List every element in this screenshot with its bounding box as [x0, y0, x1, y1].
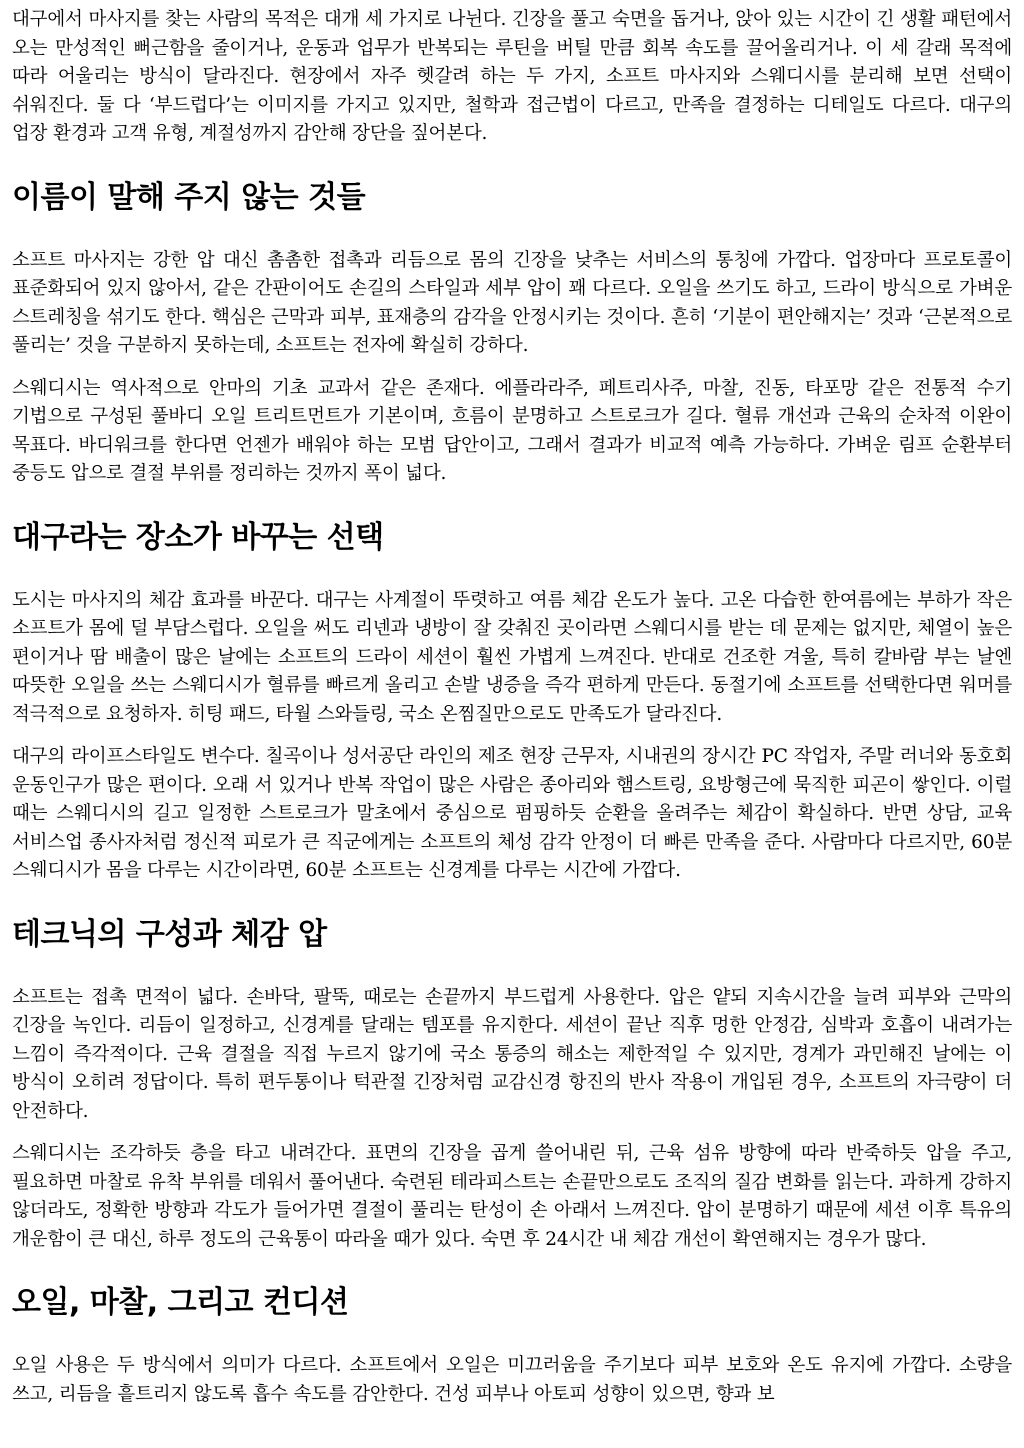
section-heading: 이름이 말해 주지 않는 것들	[12, 179, 366, 215]
body-paragraph: 소프트 마사지는 강한 압 대신 촘촘한 접촉과 리듬으로 몸의 긴장을 낮추는 서비스의 통칭에 가깝다. 업장마다 프로토콜이 표준화되어 있지 않아서, 같은 간판이어도 손길의 스타일과 세부 압이 꽤 다르다. 오일을 쓰기도 하고, 드라이 방식으로 가벼운 스트레칭을 섞기도 한다. 핵심은 근막과 피부, 표재층의 감각을 안정시키는 것이다. 흔히 ‘기분이 편안해지는’ 것과 ‘근본적으로 풀리는’ 것을 구분하지 못하는데, 소프트는 전자에 확실히 강하다.	[12, 249, 1012, 356]
body-paragraph: 오일 사용은 두 방식에서 의미가 다르다. 소프트에서 오일은 미끄러움을 주기보다 피부 보호와 온도 유지에 가깝다. 소량을 쓰고, 리듬을 흩트리지 않도록 흡수 속도를 감안한다. 건성 피부나 아토피 성향이 있으면, 향과 보	[12, 1355, 1012, 1405]
body-paragraph: 스웨디시는 역사적으로 안마의 기초 교과서 같은 존재다. 에플라라주, 페트리사주, 마찰, 진동, 타포망 같은 전통적 수기 기법으로 구성된 풀바디 오일 트리트먼트가 기본이며, 흐름이 분명하고 스트로크가 길다. 혈류 개선과 근육의 순차적 이완이 목표다. 바디워크를 한다면 언젠가 배워야 하는 모범 답안이고, 그래서 결과가 비교적 예측 가능하다. 가벼운 림프 순환부터 중등도 압으로 결절 부위를 정리하는 것까지 폭이 넓다.	[12, 377, 1012, 484]
intro-paragraph: 대구에서 마사지를 찾는 사람의 목적은 대개 세 가지로 나뉜다. 긴장을 풀고 숙면을 돕거나, 앉아 있는 시간이 긴 생활 패턴에서 오는 만성적인 뻐근함을 줄이거나, 운동과 업무가 반복되는 루틴을 버틸 만큼 회복 속도를 끌어올리거나. 이 세 갈래 목적에 따라 어울리는 방식이 달라진다. 현장에서 자주 헷갈려 하는 두 가지, 소프트 마사지와 스웨디시를 분리해 보면 선택이 쉬워진다. 둘 다 ‘부드럽다’는 이미지를 가지고 있지만, 철학과 접근법이 다르고, 만족을 결정하는 디테일도 다르다. 대구의 업장 환경과 고객 유형, 계절성까지 감안해 장단을 짚어본다.	[12, 9, 1012, 144]
section-heading: 대구라는 장소가 바꾸는 선택	[12, 519, 384, 555]
section-heading: 오일, 마찰, 그리고 컨디션	[12, 1285, 349, 1320]
article	[12, 6, 1012, 1423]
section-heading: 테크닉의 구성과 체감 압	[12, 916, 327, 952]
body-paragraph: 대구의 라이프스타일도 변수다. 칠곡이나 성서공단 라인의 제조 현장 근무자, 시내권의 장시간 PC 작업자, 주말 러너와 동호회 운동인구가 많은 편이다. 오래 서 있거나 반복 작업이 많은 사람은 종아리와 햄스트링, 요방형근에 묵직한 피곤이 쌓인다. 이럴 때는 스웨디시의 길고 일정한 스트로크가 말초에서 중심으로 펌핑하듯 순환을 올려주는 체감이 확실하다. 반면 상담, 교육 서비스업 종사자처럼 정신적 피로가 큰 직군에게는 소프트의 체성 감각 안정이 더 빠른 만족을 준다. 사람마다 다르지만, 60분 스웨디시가 몸을 다루는 시간이라면, 60분 소프트는 신경계를 다루는 시간에 가깝다.	[12, 746, 1012, 881]
body-paragraph: 소프트는 접촉 면적이 넓다. 손바닥, 팔뚝, 때로는 손끝까지 부드럽게 사용한다. 압은 얕되 지속시간을 늘려 피부와 근막의 긴장을 녹인다. 리듬이 일정하고, 신경계를 달래는 템포를 유지한다. 세션이 끝난 직후 멍한 안정감, 심박과 호흡이 내려가는 느낌이 즉각적이다. 근육 결절을 직접 누르지 않기에 국소 통증의 해소는 제한적일 수 있지만, 경계가 과민해진 날에는 이 방식이 오히려 정답이다. 특히 편두통이나 턱관절 긴장처럼 교감신경 항진의 반사 작용이 개입된 경우, 소프트의 자극량이 더 안전하다.	[12, 986, 1012, 1122]
body-paragraph: 스웨디시는 조각하듯 층을 타고 내려간다. 표면의 긴장을 곱게 쓸어내린 뒤, 근육 섬유 방향에 따라 반죽하듯 압을 주고, 필요하면 마찰로 유착 부위를 데워서 풀어낸다. 숙련된 테라피스트는 손끝만으로도 조직의 질감 변화를 읽는다. 과하게 강하지 않더라도, 정확한 방향과 각도가 들어가면 결절이 풀리는 탄성이 손 아래서 느껴진다. 압이 분명하기 때문에 세션 이후 특유의 개운함이 큰 대신, 하루 정도의 근육통이 따라올 때가 있다. 숙면 후 24시간 내 체감 개선이 확연해지는 경우가 많다.	[12, 1143, 1012, 1250]
body-paragraph: 도시는 마사지의 체감 효과를 바꾼다. 대구는 사계절이 뚜렷하고 여름 체감 온도가 높다. 고온 다습한 한여름에는 부하가 작은 소프트가 몸에 덜 부담스럽다. 오일을 써도 리넨과 냉방이 잘 갖춰진 곳이라면 스웨디시를 받는 데 문제는 없지만, 체열이 높은 편이거나 땀 배출이 많은 날에는 소프트의 드라이 세션이 훨씬 가볍게 느껴진다. 반대로 건조한 겨울, 특히 칼바람 부는 날엔 따뜻한 오일을 쓰는 스웨디시가 혈류를 빠르게 올리고 손발 냉증을 즉각 편하게 만든다. 동절기에 소프트를 선택한다면 워머를 적극적으로 요청하자. 히팅 패드, 타월 스와들링, 국소 온찜질만으로도 만족도가 달라진다.	[12, 589, 1012, 725]
